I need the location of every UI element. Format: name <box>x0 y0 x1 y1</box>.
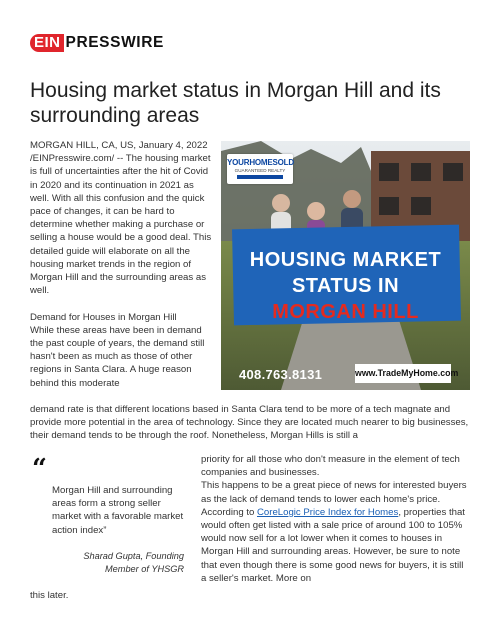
quote-attribution: Sharad Gupta, Founding Member of YHSGR <box>83 551 184 575</box>
logo-presswire-text: PRESSWIRE <box>65 34 164 51</box>
right-paragraph-2 <box>201 479 471 585</box>
hero-logo-main-text: YOURHOMESOLD <box>227 158 294 167</box>
demand-paragraph-start: While these areas have been in demand the past couple of years, the demand still hasn't been as much as those of other regions in Santa Clara. A huge reason behind this moderate <box>30 324 205 389</box>
right-paragraph-2-start: This happens to be a great piece of news for interested buyers as the lack of demand tends to lower each home's price. According to <box>201 480 467 518</box>
closing-text: this later. <box>30 590 69 601</box>
einpresswire-logo[interactable] <box>30 34 164 52</box>
demand-paragraph-continued: demand rate is that different locations based in Santa Clara tend to be more of a tech magnate and provide more potential in the area of technology. Since they are located much nearer to big businesses, their demand tends to be through the roof. Nonetheless, Morgan Hills is still a <box>30 404 469 442</box>
right-column-text <box>201 453 471 585</box>
intro-paragraph <box>30 139 214 390</box>
intro-text: MORGAN HILL, CA, US, January 4, 2022 /EINPresswire.com/ -- The housing market is full of uncertainties after the hit of Covid in 2020 and its continuation in 2021 as well. With all this confusion and the quick pace of changes, it can be hard to determine whether making a purchase or selling a house would be a good deal. This detailed guide will elaborate on all the housing market trends in the region of Morgan Hill and the surrounding areas as well. <box>30 140 212 297</box>
logo-ein-mark: EIN <box>30 34 64 52</box>
hero-headline-line1: HOUSING MARKET <box>249 249 442 271</box>
article-title: Housing market status in Morgan Hill and its surrounding areas <box>30 79 441 127</box>
pull-quote: Morgan Hill and surrounding areas form a strong seller market with a favorable market action index” <box>52 485 184 536</box>
hero-headline-line2: STATUS IN <box>291 275 400 297</box>
hero-headline-line3: MORGAN HILL <box>272 301 419 323</box>
hero-phone-number: 408.763.8131 <box>239 367 323 382</box>
corelogic-link[interactable]: CoreLogic Price Index for Homes <box>257 506 399 518</box>
hero-logo-bar <box>237 175 283 179</box>
quote-mark-icon: “ <box>32 454 47 484</box>
hero-website: www.TradeMyHome.com <box>355 364 451 383</box>
hero-logo-sub-text: GUARANTEED REALTY <box>234 168 286 173</box>
right-paragraph-2-end: , properties that would often get listed with a sale price of around 100 to 105% would now sell for a lot lower when it comes to houses in Morgan Hill and surrounding areas. However, be sure to note that even though there is some good news for buyers, it is still a seller's market. More on <box>201 506 465 584</box>
section-subheading: Demand for Houses in Morgan Hill <box>30 311 177 323</box>
hero-image <box>221 141 470 390</box>
yourhomesold-logo <box>227 154 293 184</box>
right-paragraph-1: priority for all those who don't measure in the element of tech companies and businesses. <box>201 454 460 479</box>
